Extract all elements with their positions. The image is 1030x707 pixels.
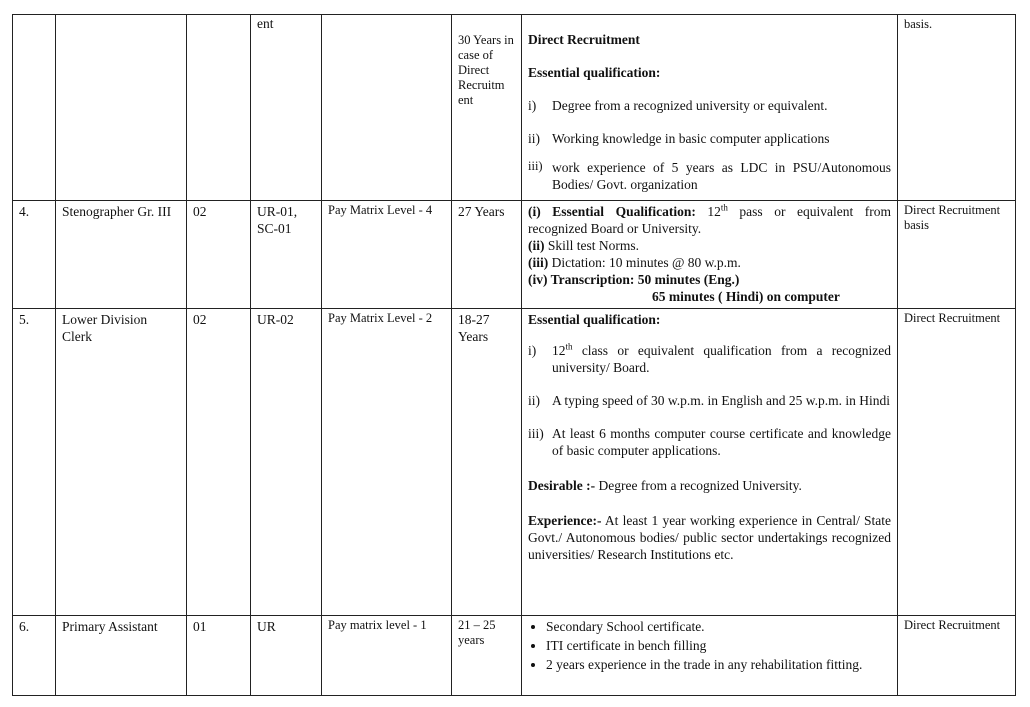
vacancies-cell: 02 — [187, 309, 251, 616]
pay-cell: Pay Matrix Level - 4 — [322, 201, 452, 309]
list-item: ii) Working knowledge in basic computer applications — [528, 131, 830, 146]
serial-cell — [13, 15, 56, 201]
qual-list — [528, 97, 891, 193]
vacancies-cell — [187, 15, 251, 201]
table-row — [13, 309, 1016, 616]
method-cell: Direct Recruitment — [898, 616, 1016, 696]
qualification-cell — [522, 616, 898, 696]
age-cell: 30 Years in case of Direct Recruitm ent — [452, 15, 522, 201]
list-item: • 2 years experience in the trade in any rehabilitation fitting. — [546, 656, 891, 673]
category-cell: UR-01, SC-01 — [251, 201, 322, 309]
qual-list — [528, 342, 891, 459]
qual-line-5: 65 minutes ( Hindi) on computer — [652, 289, 840, 304]
qualification-cell — [522, 309, 898, 616]
qualification-cell — [522, 15, 898, 201]
method-cell: Direct Recruitment — [898, 309, 1016, 616]
qualification-cell — [522, 201, 898, 309]
qual-heading: Essential qualification: — [528, 312, 661, 327]
qual-heading: Direct Recruitment — [528, 32, 640, 47]
table-row — [13, 201, 1016, 309]
post-cell: Stenographer Gr. III — [56, 201, 187, 309]
category-cell: UR — [251, 616, 322, 696]
vacancies-cell: 02 — [187, 201, 251, 309]
list-item: • Secondary School certificate. — [546, 618, 891, 635]
list-item: ii) A typing speed of 30 w.p.m. in English and 25 w.p.m. in Hindi — [528, 393, 890, 408]
method-cell: basis. — [898, 15, 1016, 201]
qual-subheading: Essential qualification: — [528, 65, 661, 80]
experience-text: Experience:- At least 1 year working experience in Central/ State Govt./ Autonomous bodies/ public sector undertakings recognized universities/ Research Institutions etc. — [528, 513, 891, 562]
method-cell: Direct Recruitment basis — [898, 201, 1016, 309]
list-item: iii) work experience of 5 years as LDC in PSU/Autonomous Bodies/ Govt. organization — [528, 159, 891, 192]
category-cell: ent — [251, 15, 322, 201]
qual-bullets — [528, 618, 891, 673]
qual-line-4: (iv) Transcription: 50 minutes (Eng.) — [528, 272, 740, 287]
recruitment-table — [12, 14, 1016, 696]
post-cell: Lower Division Clerk — [56, 309, 187, 616]
serial-cell: 6. — [13, 616, 56, 696]
age-cell: 21 – 25 years — [452, 616, 522, 696]
category-cell: UR-02 — [251, 309, 322, 616]
pay-cell: Pay matrix level - 1 — [322, 616, 452, 696]
pay-cell — [322, 15, 452, 201]
desirable-text: Desirable :- Degree from a recognized University. — [528, 478, 802, 493]
pay-cell: Pay Matrix Level - 2 — [322, 309, 452, 616]
post-cell — [56, 15, 187, 201]
list-item: iii) At least 6 months computer course certificate and knowledge of basic computer applications. — [528, 426, 891, 458]
qual-line-1: (i) Essential Qualification: 12th pass or equivalent from recognized Board or University. — [528, 202, 892, 236]
vacancies-cell: 01 — [187, 616, 251, 696]
list-item: i) Degree from a recognized university or equivalent. — [528, 98, 828, 113]
qual-line-2: (ii) Skill test Norms. — [528, 238, 640, 253]
age-cell: 27 Years — [452, 201, 522, 309]
list-item: i) 12th class or equivalent qualification from a recognized university/ Board. — [528, 341, 891, 375]
serial-cell: 5. — [13, 309, 56, 616]
table-row — [13, 15, 1016, 201]
age-cell: 18-27 Years — [452, 309, 522, 616]
list-item: • ITI certificate in bench filling — [546, 637, 891, 654]
serial-cell: 4. — [13, 201, 56, 309]
post-cell: Primary Assistant — [56, 616, 187, 696]
table-row — [13, 616, 1016, 696]
qual-line-3: (iii) Dictation: 10 minutes @ 80 w.p.m. — [528, 255, 741, 270]
